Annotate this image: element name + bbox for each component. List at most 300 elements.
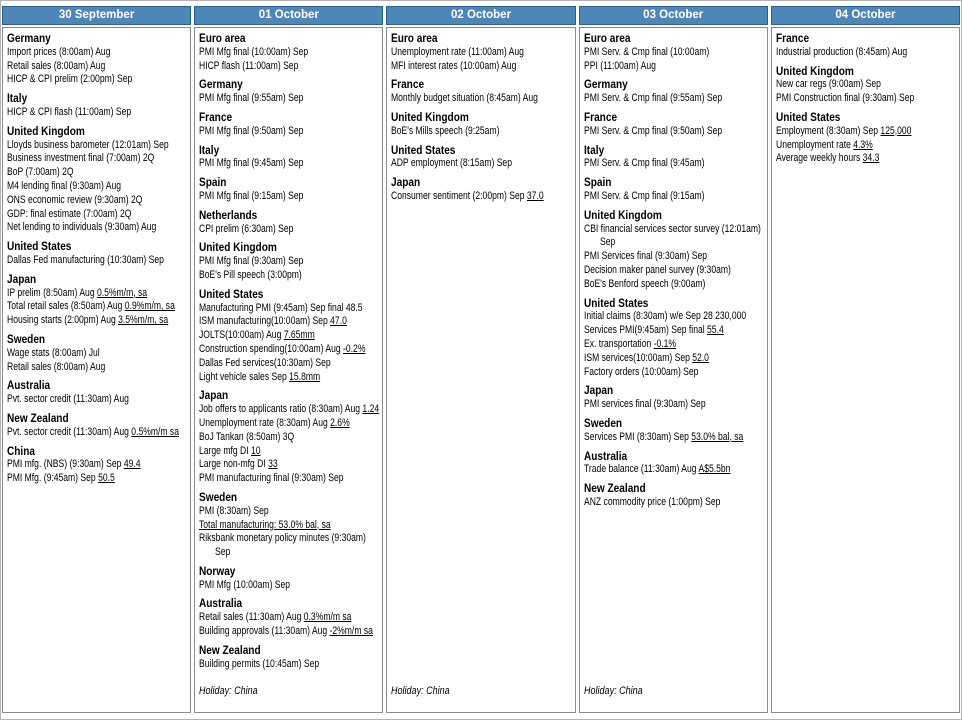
- event-forecast-value: -0.1%: [653, 337, 676, 350]
- country-group: [584, 297, 764, 380]
- country-group: [776, 111, 956, 166]
- event-line: [7, 106, 187, 120]
- event-text: Industrial production (8:45am) Aug: [775, 45, 907, 58]
- event-forecast-value: 0.3%m/m sa: [303, 611, 352, 624]
- event-text: ADP employment (8:15am) Sep: [391, 157, 513, 170]
- event-text: PMI Mfg (10:00am) Sep: [199, 578, 291, 591]
- country-label: [199, 209, 379, 223]
- country-label: [7, 92, 187, 106]
- country-group: [584, 32, 764, 73]
- event-text: Monthly budget situation (8:45am) Aug: [391, 92, 539, 105]
- event-line: [199, 505, 379, 519]
- country-group: [7, 333, 187, 374]
- country-label-text: Japan: [199, 388, 229, 403]
- event-text: Ex. transportation: [583, 337, 654, 350]
- event-text: Large non-mfg DI: [199, 458, 269, 471]
- country-label: [776, 32, 956, 46]
- event-line: [7, 208, 187, 222]
- day-column: [579, 6, 768, 713]
- event-line: [199, 431, 379, 445]
- event-text: Trade balance (11:30am) Aug: [583, 463, 699, 476]
- event-line: [7, 60, 187, 74]
- event-line: [7, 458, 187, 472]
- event-forecast-value: 10: [251, 444, 261, 457]
- event-line: [199, 611, 379, 625]
- event-forecast-value: 55.4: [706, 324, 724, 337]
- event-line: [7, 73, 187, 87]
- country-label-text: United Kingdom: [7, 123, 85, 138]
- country-label: [584, 297, 764, 311]
- country-group: [199, 565, 379, 593]
- event-line: [199, 357, 379, 371]
- country-label: [7, 412, 187, 426]
- country-label: [7, 333, 187, 347]
- event-line: [776, 78, 956, 92]
- country-group: [391, 111, 571, 139]
- event-line: [584, 278, 764, 292]
- country-label: [584, 111, 764, 125]
- event-text: PPI (11:00am) Aug: [583, 59, 656, 72]
- event-line: [584, 236, 764, 250]
- event-line: [7, 254, 187, 268]
- event-text: Dallas Fed manufacturing (10:30am) Sep: [7, 253, 164, 266]
- event-text: PMI Mfg final (9:45am) Sep: [199, 157, 304, 170]
- event-line: [584, 190, 764, 204]
- event-line: [7, 46, 187, 60]
- event-text: CPI prelim (6:30am) Sep: [199, 222, 294, 235]
- event-line: [7, 139, 187, 153]
- event-line: [584, 366, 764, 380]
- country-label: [199, 565, 379, 579]
- event-line: [7, 194, 187, 208]
- day-column: [386, 6, 575, 713]
- country-group: [199, 597, 379, 638]
- country-group: [7, 445, 187, 486]
- event-text: Wage stats (8:00am) Jul: [7, 346, 100, 359]
- day-body: [386, 27, 575, 713]
- event-line: [199, 519, 379, 533]
- country-label: [199, 241, 379, 255]
- event-text: PMI Mfg final (9:30am) Sep: [199, 255, 304, 268]
- event-line: [7, 166, 187, 180]
- country-label-text: United Kingdom: [391, 109, 470, 124]
- event-text: Decision maker panel survey (9:30am): [583, 263, 731, 276]
- event-line: [584, 431, 764, 445]
- country-group: [7, 92, 187, 120]
- event-line: [199, 579, 379, 593]
- event-line: [776, 152, 956, 166]
- country-label-text: Norway: [199, 563, 236, 578]
- event-forecast-value: 52.0: [691, 351, 709, 364]
- country-group: [584, 78, 764, 106]
- event-line: [776, 125, 956, 139]
- country-group: [199, 111, 379, 139]
- event-forecast-value: 53.0% bal, sa: [690, 430, 743, 443]
- event-forecast-value: 3.5%m/m, sa: [118, 314, 169, 327]
- event-text: PMI Construction final (9:30am) Sep: [775, 92, 915, 105]
- event-forecast-value: 47.0: [330, 315, 348, 328]
- country-label-text: Germany: [199, 77, 243, 92]
- event-text: Average weekly hours: [775, 152, 863, 165]
- event-line: [776, 46, 956, 60]
- country-group: [199, 288, 379, 385]
- event-text: BoJ Tankan (8:50am) 3Q: [199, 430, 295, 443]
- country-group: [199, 389, 379, 486]
- country-label-text: Italy: [583, 142, 604, 157]
- event-line: [776, 92, 956, 106]
- event-forecast-value: 125,000: [880, 124, 912, 137]
- event-forecast-value: 50.5: [98, 472, 115, 485]
- day-body: [771, 27, 960, 713]
- country-label: [199, 644, 379, 658]
- event-text: Business investment final (7:00am) 2Q: [7, 152, 155, 165]
- country-label-text: United States: [391, 142, 456, 157]
- country-label: [199, 32, 379, 46]
- country-label: [7, 125, 187, 139]
- country-label-text: Spain: [199, 175, 227, 190]
- event-text: PMI Serv. & Cmp final (9:50am) Sep: [583, 124, 722, 137]
- event-text: Sep: [215, 546, 231, 559]
- event-text: ONS economic review (9:30am) 2Q: [7, 193, 143, 206]
- event-line: [199, 625, 379, 639]
- event-line: [584, 92, 764, 106]
- event-text: Retail sales (8:00am) Aug: [7, 59, 106, 72]
- country-group: [584, 209, 764, 292]
- country-label: [199, 491, 379, 505]
- event-text: PMI Mfg final (10:00am) Sep: [199, 45, 309, 58]
- event-text: Net lending to individuals (9:30am) Aug: [7, 221, 157, 234]
- country-label-text: New Zealand: [7, 410, 69, 425]
- event-line: [391, 60, 571, 74]
- country-group: [7, 32, 187, 87]
- country-label-text: Germany: [583, 77, 628, 92]
- country-group: [776, 32, 956, 60]
- country-label: [584, 384, 764, 398]
- event-text: BoP (7:00am) 2Q: [7, 166, 74, 179]
- country-label-text: Euro area: [391, 31, 438, 45]
- country-group: [584, 384, 764, 412]
- event-text: Construction spending(10:00am) Aug: [199, 342, 344, 355]
- event-line: [199, 223, 379, 237]
- event-text: Large mfg DI: [199, 444, 252, 457]
- event-text: BoE's Pill speech (3:00pm): [199, 268, 302, 281]
- event-line: [199, 658, 379, 672]
- country-label: [584, 78, 764, 92]
- country-label-text: United Kingdom: [199, 240, 278, 255]
- event-line: [584, 338, 764, 352]
- event-forecast-value: 7.65mm: [283, 329, 315, 342]
- country-label: [391, 111, 571, 125]
- event-line: [199, 329, 379, 343]
- event-forecast-value: 4.3%: [853, 138, 873, 151]
- event-text: Retail sales (11:30am) Aug: [199, 611, 304, 624]
- country-group: [199, 241, 379, 282]
- event-text: PMI Mfg final (9:55am) Sep: [199, 92, 304, 105]
- event-text: Building permits (10:45am) Sep: [199, 657, 320, 670]
- event-text: GDP: final estimate (7:00am) 2Q: [7, 207, 132, 220]
- event-line: [584, 250, 764, 264]
- event-line: [199, 532, 379, 546]
- event-text: MFI interest rates (10:00am) Aug: [391, 59, 517, 72]
- country-label: [199, 176, 379, 190]
- event-text: Import prices (8:00am) Aug: [7, 45, 111, 58]
- country-label-text: United Kingdom: [775, 63, 854, 78]
- country-group: [199, 144, 379, 172]
- country-group: [391, 176, 571, 204]
- event-line: [199, 315, 379, 329]
- event-line: [199, 458, 379, 472]
- country-label-text: New Zealand: [199, 642, 261, 657]
- event-line: [7, 347, 187, 361]
- event-line: [584, 125, 764, 139]
- day-body: [2, 27, 191, 713]
- country-group: [584, 111, 764, 139]
- event-line: [776, 139, 956, 153]
- country-label-text: France: [391, 77, 425, 92]
- event-text: PMI services final (9:30am) Sep: [583, 398, 706, 411]
- event-line: [7, 393, 187, 407]
- country-label: [7, 445, 187, 459]
- country-group: [391, 32, 571, 73]
- country-label: [776, 65, 956, 79]
- event-line: [7, 314, 187, 328]
- event-text: Initial claims (8:30am) w/e Sep 28 230,000: [583, 310, 746, 323]
- event-text: ANZ commodity price (1:00pm) Sep: [583, 495, 720, 508]
- country-label: [7, 32, 187, 46]
- day-header: 01 October: [194, 6, 383, 25]
- country-group: [584, 417, 764, 445]
- event-text: PMI Serv. & Cmp final (9:15am): [583, 189, 705, 202]
- event-line: [199, 60, 379, 74]
- event-line: [391, 125, 571, 139]
- event-line: [7, 221, 187, 235]
- country-label: [7, 240, 187, 254]
- event-forecast-value: 34.3: [862, 152, 880, 165]
- country-label-text: United States: [199, 286, 264, 301]
- country-group: [7, 240, 187, 268]
- event-line: [391, 190, 571, 204]
- event-forecast-value: 1.24: [362, 403, 380, 416]
- country-label: [584, 450, 764, 464]
- event-text: New car regs (9:00am) Sep: [775, 78, 881, 91]
- event-line: [584, 496, 764, 510]
- country-label-text: Italy: [7, 91, 28, 106]
- country-label-text: United States: [775, 109, 841, 124]
- event-text: Employment (8:30am) Sep: [775, 124, 881, 137]
- holiday-note: [391, 684, 571, 704]
- country-label-text: Japan: [583, 383, 613, 398]
- country-label-text: Italy: [199, 142, 220, 157]
- day-body: [579, 27, 768, 713]
- event-text: PMI manufacturing final (9:30am) Sep: [199, 472, 344, 485]
- event-line: [199, 546, 379, 560]
- event-text: Riksbank monetary policy minutes (9:30am): [199, 532, 367, 545]
- country-label-text: Spain: [583, 175, 612, 190]
- event-line: [391, 92, 571, 106]
- country-label-text: Japan: [391, 175, 421, 190]
- country-label: [199, 288, 379, 302]
- event-forecast-value: 37.0: [527, 189, 545, 202]
- country-label: [7, 379, 187, 393]
- day-column: [2, 6, 191, 713]
- holiday-note-text: Holiday: China: [391, 685, 451, 697]
- event-text: Services PMI (8:30am) Sep: [583, 430, 691, 443]
- event-forecast-value: Total manufacturing: 53.0% bal, sa: [199, 518, 331, 531]
- country-label: [199, 597, 379, 611]
- event-text: PMI Mfg final (9:15am) Sep: [199, 189, 304, 202]
- event-forecast-value: A$5.5bn: [698, 463, 731, 476]
- country-label-text: Australia: [583, 448, 627, 463]
- event-line: [584, 352, 764, 366]
- event-line: [7, 300, 187, 314]
- event-line: [199, 125, 379, 139]
- event-line: [199, 269, 379, 283]
- event-line: [199, 157, 379, 171]
- event-text: M4 lending final (9:30am) Aug: [7, 179, 122, 192]
- event-line: [7, 361, 187, 375]
- country-group: [7, 412, 187, 440]
- country-label: [584, 417, 764, 431]
- event-text: Total retail sales (8:50am) Aug: [7, 300, 125, 313]
- country-group: [584, 450, 764, 478]
- day-header: 02 October: [386, 6, 575, 25]
- event-forecast-value: -0.2%: [343, 342, 366, 355]
- event-text: ISM manufacturing(10:00am) Sep: [199, 315, 331, 328]
- event-line: [199, 190, 379, 204]
- day-column: [194, 6, 383, 713]
- economic-calendar-table: [2, 6, 960, 713]
- country-label: [391, 32, 571, 46]
- country-label-text: Japan: [7, 271, 37, 286]
- event-line: [199, 46, 379, 60]
- event-line: [199, 92, 379, 106]
- event-line: [7, 180, 187, 194]
- event-text: Pvt. sector credit (11:30am) Aug: [7, 393, 129, 406]
- country-label: [584, 144, 764, 158]
- event-text: Job offers to applicants ratio (8:30am) Aug: [199, 403, 363, 416]
- event-text: HICP flash (11:00am) Sep: [199, 59, 299, 72]
- day-column: [771, 6, 960, 713]
- event-text: HICP & CPI flash (11:00am) Sep: [7, 105, 132, 118]
- event-line: [199, 343, 379, 357]
- country-label-text: Euro area: [199, 31, 246, 45]
- event-text: Pvt. sector credit (11:30am) Aug: [7, 425, 132, 438]
- country-group: [199, 491, 379, 560]
- event-text: PMI Serv. & Cmp final (9:45am): [583, 157, 705, 170]
- event-text: JOLTS(10:00am) Aug: [199, 329, 284, 342]
- event-text: Unemployment rate: [775, 138, 854, 151]
- event-text: PMI Mfg final (9:50am) Sep: [199, 124, 304, 137]
- event-line: [584, 157, 764, 171]
- country-label-text: Sweden: [583, 415, 622, 430]
- country-label: [391, 144, 571, 158]
- country-label-text: New Zealand: [583, 481, 646, 496]
- event-line: [199, 472, 379, 486]
- event-forecast-value: 2.6%: [330, 416, 350, 429]
- holiday-note-text: Holiday: China: [199, 685, 258, 697]
- event-line: [7, 426, 187, 440]
- country-label: [584, 176, 764, 190]
- country-label: [391, 78, 571, 92]
- country-label-text: France: [199, 109, 233, 124]
- country-label: [199, 111, 379, 125]
- event-text: PMI mfg. (NBS) (9:30am) Sep: [7, 458, 124, 471]
- event-text: PMI (8:30am) Sep: [199, 504, 269, 517]
- event-text: Housing starts (2:00pm) Aug: [7, 314, 119, 327]
- event-text: BoE's Benford speech (9:00am): [583, 277, 705, 290]
- event-text: Services PMI(9:45am) Sep final: [583, 324, 707, 337]
- event-text: CBI financial services sector survey (12:01am): [583, 222, 761, 235]
- event-line: [199, 417, 379, 431]
- event-line: [199, 371, 379, 385]
- country-group: [584, 176, 764, 204]
- country-label-text: China: [7, 443, 36, 458]
- country-label-text: Germany: [7, 31, 51, 45]
- country-label-text: Sweden: [7, 331, 46, 346]
- country-group: [776, 65, 956, 106]
- event-line: [199, 255, 379, 269]
- event-text: Factory orders (10:00am) Sep: [583, 365, 699, 378]
- event-line: [584, 310, 764, 324]
- country-group: [199, 32, 379, 73]
- event-line: [584, 223, 764, 237]
- event-text: Unemployment rate (8:30am) Aug: [199, 416, 331, 429]
- country-label: [776, 111, 956, 125]
- event-line: [199, 302, 379, 316]
- country-label-text: Sweden: [199, 489, 238, 504]
- country-label-text: Netherlands: [199, 207, 258, 222]
- day-header: 03 October: [579, 6, 768, 25]
- country-group: [7, 273, 187, 328]
- event-text: Consumer sentiment (2:00pm) Sep: [391, 189, 528, 202]
- event-text: Building approvals (11:30am) Aug: [199, 625, 330, 638]
- day-header: 04 October: [771, 6, 960, 25]
- country-group: [391, 144, 571, 172]
- event-line: [7, 152, 187, 166]
- holiday-note: [584, 684, 764, 704]
- country-label-text: United States: [7, 239, 72, 254]
- event-text: Dallas Fed services(10:30am) Sep: [199, 356, 331, 369]
- event-text: IP prelim (8:50am) Aug: [7, 286, 97, 299]
- country-label: [584, 482, 764, 496]
- event-text: PMI Mfg. (9:45am) Sep: [7, 472, 99, 485]
- country-group: [584, 482, 764, 510]
- country-label: [199, 389, 379, 403]
- event-text: HICP & CPI prelim (2:00pm) Sep: [7, 73, 133, 86]
- event-text: PMI Serv. & Cmp final (9:55am) Sep: [583, 92, 722, 105]
- country-group: [199, 78, 379, 106]
- country-label-text: United Kingdom: [583, 207, 662, 222]
- country-label-text: United States: [583, 295, 649, 310]
- country-group: [199, 209, 379, 237]
- event-forecast-value: 0.5%m/m, sa: [96, 286, 148, 299]
- event-line: [584, 264, 764, 278]
- event-text: Light vehicle sales Sep: [199, 370, 290, 383]
- day-header: 30 September: [2, 6, 191, 25]
- holiday-note-text: Holiday: China: [583, 685, 643, 697]
- event-line: [199, 403, 379, 417]
- day-body: [194, 27, 383, 713]
- country-group: [7, 125, 187, 235]
- event-line: [584, 398, 764, 412]
- country-label-text: Australia: [7, 378, 51, 393]
- country-label: [7, 273, 187, 287]
- event-text: Lloyds business barometer (12:01am) Sep: [7, 138, 169, 151]
- country-label: [199, 144, 379, 158]
- event-line: [584, 46, 764, 60]
- event-forecast-value: 49.4: [123, 458, 141, 471]
- event-forecast-value: 33: [268, 458, 278, 471]
